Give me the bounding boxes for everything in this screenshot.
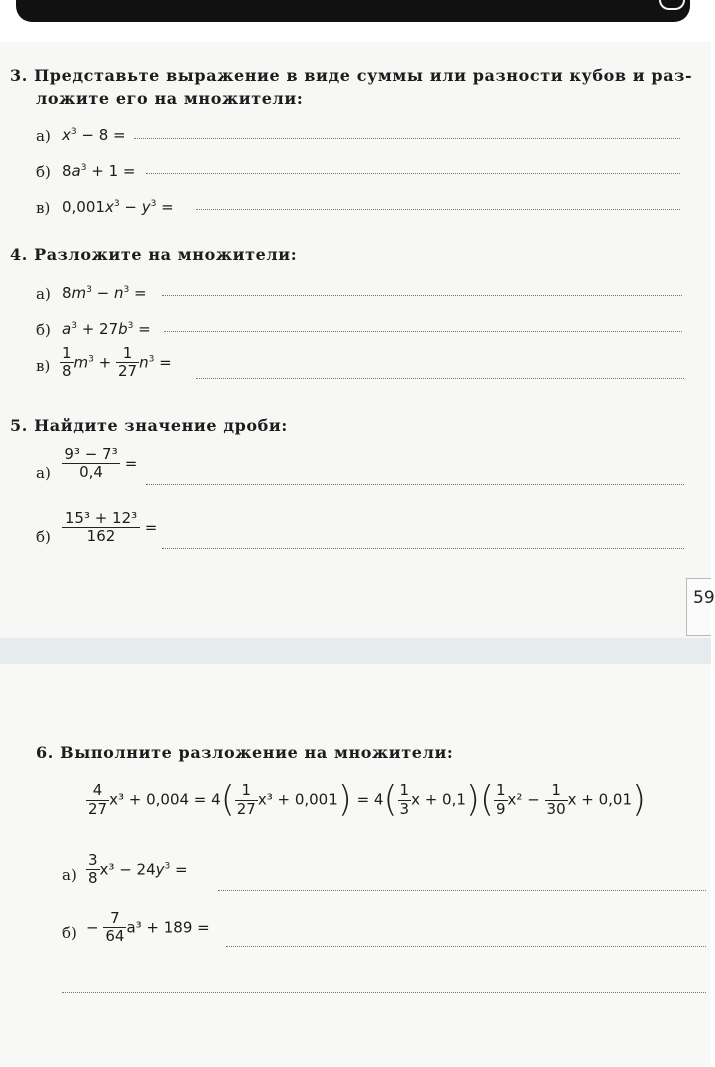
- left-paren: (: [479, 779, 494, 820]
- task-6a-expression: [86, 852, 188, 888]
- fraction: [116, 345, 139, 381]
- task-4b-label: б): [36, 321, 51, 339]
- fraction: [60, 345, 74, 381]
- fraction: [86, 782, 109, 818]
- exponent: 3: [80, 163, 87, 173]
- task-3a-expression: [62, 126, 126, 144]
- example-term: x + 0,1: [411, 790, 466, 809]
- var-b: b: [118, 320, 128, 338]
- exponent: 3: [123, 285, 130, 295]
- task-4a-label: а): [36, 285, 51, 303]
- task-6b-label: б): [62, 924, 77, 942]
- numerator: 1: [496, 781, 506, 800]
- exponent: 3: [150, 199, 157, 209]
- var-a: a: [62, 320, 72, 338]
- fraction: [62, 446, 120, 482]
- numerator: 1: [551, 781, 561, 800]
- expr-tail: =: [170, 860, 188, 879]
- numerator: 3: [88, 851, 98, 869]
- answer-line[interactable]: [146, 484, 684, 485]
- numerator: 1: [62, 344, 72, 362]
- page-gap: [0, 638, 711, 664]
- minus: −: [119, 198, 142, 216]
- minus: −: [86, 918, 99, 937]
- exponent: 3: [71, 321, 77, 331]
- denominator: 27: [236, 799, 256, 818]
- example-term: x + 0,01: [567, 790, 633, 809]
- denominator: 27: [88, 799, 108, 818]
- task-5-title: 5. Найдите значение дроби:: [10, 416, 288, 435]
- answer-line[interactable]: [162, 295, 682, 296]
- answer-line[interactable]: [226, 946, 706, 947]
- numerator: 7: [110, 909, 120, 927]
- coef: 8: [62, 284, 72, 302]
- denominator: 27: [118, 362, 138, 381]
- denominator: 64: [105, 927, 125, 946]
- plus: +: [93, 353, 117, 372]
- denominator: 9: [496, 799, 506, 818]
- example-term: x³ + 0,004 = 4: [109, 790, 221, 809]
- var-x: x: [104, 198, 114, 216]
- fraction: [545, 782, 568, 818]
- task-3c-label: в): [36, 199, 51, 217]
- answer-line[interactable]: [146, 173, 680, 174]
- task-3c-expression: [62, 198, 174, 216]
- example-term: x² −: [507, 790, 545, 809]
- page-number: 59: [693, 588, 715, 608]
- task-3-title: 3. Представьте выражение в виде суммы или разности кубов и раз-: [10, 66, 693, 85]
- answer-line[interactable]: [218, 890, 706, 891]
- task-4a-expression: [62, 284, 147, 302]
- task-6a-label: а): [62, 866, 77, 884]
- numerator: 9³ − 7³: [64, 445, 118, 463]
- exponent: 3: [88, 354, 94, 365]
- example-term: = 4: [351, 790, 384, 809]
- coef: 0,001: [62, 198, 105, 216]
- task-3b-expression: [62, 162, 135, 180]
- fraction: [494, 782, 508, 818]
- dark-top-strip: [16, 0, 690, 22]
- task-6-title: 6. Выполните разложение на множители:: [36, 743, 454, 762]
- answer-line[interactable]: [134, 138, 680, 139]
- plus-coef: + 27: [76, 320, 119, 338]
- denominator: 0,4: [62, 463, 120, 481]
- device-top-bar: [0, 0, 711, 42]
- denominator: 30: [546, 799, 566, 818]
- fraction: [235, 782, 258, 818]
- var-x: x: [62, 126, 71, 144]
- expr-term: a³ + 189 =: [126, 918, 210, 937]
- task-5b-label: б): [36, 528, 51, 546]
- denominator: 3: [399, 799, 410, 818]
- right-paren: ): [632, 779, 647, 820]
- right-paren: ): [465, 779, 480, 820]
- fraction: [62, 510, 140, 546]
- answer-line[interactable]: [196, 378, 684, 379]
- expr-term: x³ − 24: [99, 860, 156, 879]
- var-n: n: [114, 284, 124, 302]
- var-m: m: [71, 284, 87, 302]
- answer-line[interactable]: [164, 331, 682, 332]
- coef: 8: [62, 162, 72, 180]
- task-3b-label: б): [36, 163, 51, 181]
- exponent: 3: [164, 861, 171, 872]
- task-5a-expression: [62, 446, 137, 482]
- task-4c-expression: [60, 345, 172, 381]
- numerator: 1: [122, 344, 133, 362]
- var-y: y: [155, 860, 165, 879]
- fraction: [103, 910, 126, 946]
- answer-line[interactable]: [196, 209, 680, 210]
- numerator: 15³ + 12³: [64, 509, 138, 527]
- exponent: 3: [127, 321, 134, 331]
- right-paren: ): [337, 779, 352, 820]
- example-term: x³ + 0,001: [257, 790, 338, 809]
- equals: =: [144, 518, 158, 537]
- fraction: [398, 782, 412, 818]
- minus: −: [91, 284, 115, 302]
- var-y: y: [141, 198, 151, 216]
- expr-tail: + 1 =: [86, 162, 136, 180]
- exponent: 3: [70, 127, 77, 137]
- task-4c-label: в): [36, 357, 51, 375]
- task-5a-label: а): [36, 464, 51, 482]
- numerator: 1: [399, 781, 410, 800]
- exponent: 3: [113, 199, 120, 209]
- expr-tail: =: [129, 284, 147, 302]
- task-5b-expression: [62, 510, 157, 546]
- fraction: [86, 852, 100, 888]
- denominator: 162: [62, 527, 140, 545]
- answer-line[interactable]: [62, 992, 706, 993]
- expr-tail: =: [154, 353, 172, 372]
- left-paren: (: [383, 779, 398, 820]
- task-3-title-line2: ложите его на множители:: [36, 89, 304, 108]
- var-a: a: [71, 162, 81, 180]
- denominator: 8: [62, 362, 72, 381]
- left-paren: (: [220, 779, 235, 820]
- exponent: 3: [86, 285, 92, 295]
- expr-tail: =: [156, 198, 174, 216]
- numerator: 1: [241, 781, 252, 800]
- var-n: n: [139, 353, 149, 372]
- expr-tail: =: [133, 320, 151, 338]
- task-3a-label: а): [36, 127, 51, 145]
- task-4-title: 4. Разложите на множители:: [10, 245, 298, 264]
- numerator: 4: [92, 781, 103, 800]
- exponent: 3: [148, 354, 155, 365]
- equals: =: [124, 454, 138, 473]
- task-4b-expression: [62, 320, 151, 338]
- task-6b-expression: [86, 910, 210, 946]
- var-m: m: [73, 353, 89, 372]
- answer-line[interactable]: [162, 548, 684, 549]
- denominator: 8: [88, 869, 98, 888]
- task-6-example: [86, 779, 647, 820]
- expr-tail: − 8 =: [76, 126, 126, 144]
